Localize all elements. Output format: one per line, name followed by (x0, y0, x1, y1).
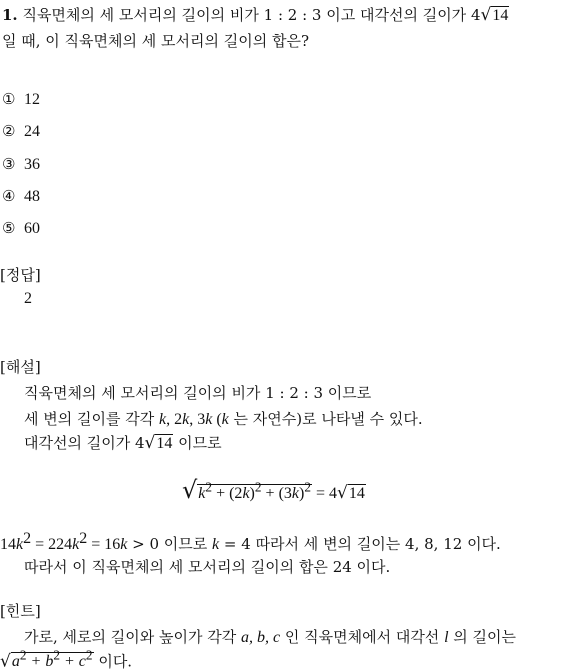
hint-line-1 (24, 626, 516, 647)
choice-3-value: 36 (24, 156, 40, 173)
answer-label: [정답] (0, 266, 41, 284)
question-line-2: 일 때, 이 직육면체의 세 모서리의 길이의 합은? (2, 32, 310, 50)
var-k: k (120, 536, 128, 553)
var-k: k (182, 411, 190, 428)
choice-4-marker: ④ (2, 187, 16, 205)
answer-value: 2 (24, 290, 32, 307)
sqrt-radicand: $k^2 + (2k)^2 + (3k)^2$ (198, 479, 312, 502)
var-k: k (212, 536, 220, 553)
explanation-label: [해설] (0, 358, 41, 376)
sqrt-radicand: 14 (492, 7, 509, 24)
var-l: l (444, 629, 449, 646)
text-fragment: , 2 (166, 411, 183, 428)
text-fragment: = 224 (31, 536, 73, 553)
text-fragment: 인 직육면체에서 대각선 (280, 628, 445, 646)
var-k: k (72, 536, 80, 553)
choice-2-marker: ② (2, 122, 16, 140)
choice-1[interactable] (2, 90, 40, 109)
sqrt-expression: √14 (480, 5, 509, 25)
var-k: k (242, 485, 250, 502)
text-fragment: 의 길이는 (448, 628, 517, 646)
text-fragment: 14 (0, 536, 16, 553)
text-fragment: 대각선의 길이가 4 (24, 434, 145, 452)
sqrt-radicand: 14 (348, 485, 365, 502)
text-fragment: ) (299, 485, 305, 502)
var-abc: a, b, c (240, 629, 281, 646)
display-formula (182, 476, 366, 504)
text-fragment: ) (249, 485, 255, 502)
question-line-1 (2, 4, 509, 25)
choice-2-value: 24 (24, 123, 40, 140)
text-fragment: ( (212, 411, 222, 428)
var-c: + c (59, 653, 86, 671)
explanation-line-1: 직육면체의 세 모서리의 길이의 비가 1 : 2 : 3 이므로 (24, 384, 372, 402)
choice-5[interactable] (2, 219, 40, 238)
choice-4-value: 48 (24, 188, 40, 205)
text-fragment: = 16 (87, 536, 121, 553)
text-fragment: 는 자연수)로 나타낼 수 있다. (228, 410, 423, 428)
text-fragment: = 4 따라서 세 변의 길이는 4, 8, 12 이다. (219, 535, 501, 553)
sqrt-radicand: 14 (156, 435, 173, 452)
question-text: 직육면체의 세 모서리의 길이의 비가 1 : 2 : 3 이고 대각선의 길이가 4 (22, 6, 481, 24)
choice-3[interactable] (2, 155, 40, 174)
explanation-line-3 (24, 432, 222, 453)
text-fragment: + (3 (261, 485, 292, 502)
sqrt-expression: √14 (144, 433, 173, 453)
choice-3-marker: ③ (2, 155, 16, 173)
explanation-line-6: 따라서 이 직육면체의 세 모서리의 길이의 합은 24 이다. (24, 558, 391, 576)
var-k: k (291, 485, 300, 502)
text-fragment: 가로, 세로의 길이와 높이가 각각 (24, 628, 241, 646)
text-fragment: > 0 이므로 (127, 535, 213, 553)
sqrt-expression: √14 (337, 483, 365, 503)
var-b: + b (26, 653, 54, 671)
hint-line-2 (0, 648, 132, 671)
choice-1-marker: ① (2, 90, 16, 108)
choice-5-marker: ⑤ (2, 219, 16, 237)
sqrt-expression: $√a^2 + b^2 + c^2$ (0, 648, 93, 671)
choice-2[interactable] (2, 122, 40, 141)
text-fragment: , 3 (189, 411, 206, 428)
choice-1-value: 12 (24, 91, 40, 108)
text-fragment: 이다. (93, 652, 133, 671)
var-k: k (205, 411, 213, 428)
sqrt-expression: $√k^2 + (2k)^2 + (3k)^2$ (182, 476, 312, 504)
choice-4[interactable] (2, 187, 40, 206)
choice-5-value: 60 (24, 220, 40, 237)
text-fragment: + (2 (212, 485, 243, 502)
text-fragment: 세 변의 길이를 각각 (24, 410, 159, 428)
var-k: k (198, 485, 206, 502)
var-a: a (11, 653, 20, 671)
text-fragment: 이므로 (173, 434, 222, 452)
hint-label: [힌트] (0, 602, 41, 620)
explanation-line-2 (24, 408, 423, 429)
sqrt-radicand: $a^2 + b^2 + c^2$ (11, 648, 93, 671)
var-k: k (159, 411, 167, 428)
var-k: k (221, 411, 229, 428)
question-number: 1. (2, 6, 18, 24)
explanation-line-5: $14k^2 = 224k^2 = 16k > 0$ 이므로 k = 4 따라서 세 변의 길이는 4, 8, 12 이다. (0, 530, 501, 553)
text-fragment: = 4 (312, 485, 338, 502)
var-k: k (16, 536, 24, 553)
